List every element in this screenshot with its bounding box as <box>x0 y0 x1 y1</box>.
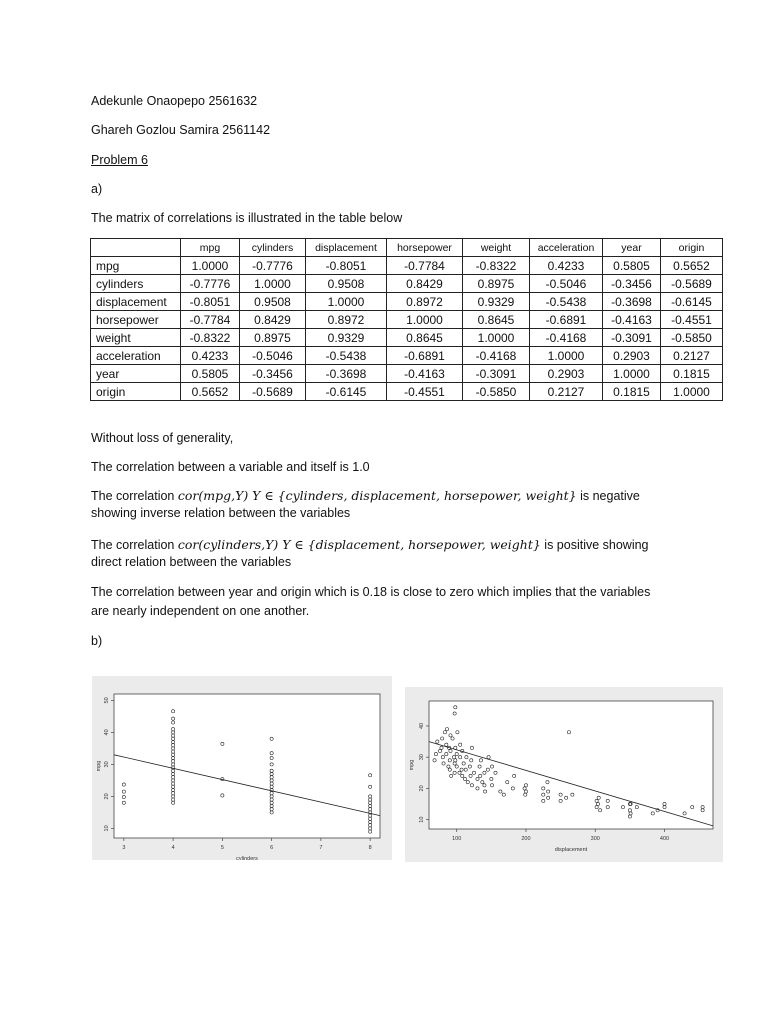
y-tick-label: 40 <box>419 722 425 730</box>
table-cell: 0.8972 <box>387 293 463 311</box>
table-cell: 1.0000 <box>603 365 661 383</box>
plot-displacement <box>405 687 723 862</box>
table-cell: 0.4233 <box>530 257 603 275</box>
plot-cylinders <box>92 676 392 860</box>
column-header-horsepower: horsepower <box>387 239 463 257</box>
part-b-label: b) <box>91 634 103 648</box>
generality-text: Without loss of generality, <box>91 431 234 445</box>
table-row <box>91 311 723 329</box>
table-row <box>91 275 723 293</box>
negative-correlation-math: cor(mpg,Y) Y ∈ {cylinders, displacement, horsepower, weight} <box>177 488 577 503</box>
table-cell: -0.8322 <box>463 257 530 275</box>
x-tick-label: 7 <box>319 845 323 851</box>
table-cell: -0.7776 <box>181 275 240 293</box>
table-cell: 0.1815 <box>661 365 723 383</box>
year-origin-text-2: are nearly independent on one another. <box>91 604 310 618</box>
scatter-mpg-vs-displacement <box>405 687 723 862</box>
table-cell: -0.6145 <box>661 293 723 311</box>
x-axis-label: displacement <box>554 847 588 853</box>
column-header-origin: origin <box>661 239 723 257</box>
table-row <box>91 329 723 347</box>
table-cell: -0.6891 <box>530 311 603 329</box>
row-label-cylinders: cylinders <box>91 275 181 293</box>
table-cell: -0.4163 <box>387 365 463 383</box>
table-cell: 0.8975 <box>240 329 306 347</box>
table-cell: 0.5652 <box>661 257 723 275</box>
y-tick-label: 50 <box>104 697 110 704</box>
table-row <box>91 257 723 275</box>
y-tick-label: 10 <box>104 825 110 832</box>
x-tick-label: 5 <box>220 845 224 851</box>
table-corner-cell <box>91 239 181 257</box>
y-tick-label: 40 <box>104 729 110 736</box>
table-cell: -0.3456 <box>240 365 306 383</box>
x-tick-label: 300 <box>590 836 600 842</box>
positive-correlation-line-2: direct relation between the variables <box>91 555 292 569</box>
table-cell: -0.8051 <box>306 257 387 275</box>
table-cell: -0.7784 <box>181 311 240 329</box>
author-line-1: Adekunle Onaopepo 2561632 <box>91 94 258 108</box>
table-cell: -0.7776 <box>240 257 306 275</box>
table-cell: 0.1815 <box>603 383 661 401</box>
row-label-mpg: mpg <box>91 257 181 275</box>
table-cell: 0.4233 <box>181 347 240 365</box>
table-cell: -0.5689 <box>240 383 306 401</box>
table-cell: 0.8645 <box>387 329 463 347</box>
table-cell: 0.9508 <box>240 293 306 311</box>
positive-correlation-math: cor(cylinders,Y) Y ∈ {displacement, horsepower, weight} <box>177 537 541 552</box>
table-row <box>91 293 723 311</box>
table-cell: -0.3698 <box>603 293 661 311</box>
table-cell: -0.4551 <box>661 311 723 329</box>
x-tick-label: 3 <box>122 845 126 851</box>
table-cell: 0.8972 <box>306 311 387 329</box>
y-tick-label: 30 <box>104 761 110 768</box>
table-header-row <box>91 239 723 257</box>
table-cell: -0.5689 <box>661 275 723 293</box>
table-cell: 1.0000 <box>463 329 530 347</box>
table-cell: 0.2903 <box>530 365 603 383</box>
table-cell: 0.2127 <box>661 347 723 365</box>
plot-frame <box>429 701 713 829</box>
y-tick-label: 30 <box>419 754 425 761</box>
self-correlation-text: The correlation between a variable and itself is 1.0 <box>91 460 370 474</box>
plot-frame <box>114 694 380 838</box>
table-cell: 1.0000 <box>306 293 387 311</box>
table-body <box>91 257 723 401</box>
table-cell: 0.9329 <box>306 329 387 347</box>
table-cell: 0.8645 <box>463 311 530 329</box>
table-cell: 0.8429 <box>240 311 306 329</box>
x-tick-label: 200 <box>521 836 531 842</box>
table-cell: 0.5652 <box>181 383 240 401</box>
table-cell: 0.5805 <box>603 257 661 275</box>
column-header-displacement: displacement <box>306 239 387 257</box>
positive-correlation-line: The correlation cor(cylinders,Y) Y ∈ {displacement, horsepower, weight} is positive showing <box>91 537 649 552</box>
table-row <box>91 365 723 383</box>
table-cell: -0.5850 <box>661 329 723 347</box>
column-header-weight: weight <box>463 239 530 257</box>
table-intro: The matrix of correlations is illustrated in the table below <box>91 211 403 225</box>
y-axis-label: mpg <box>409 759 415 771</box>
x-axis-label: cylinders <box>236 856 258 860</box>
scatter-mpg-vs-cylinders <box>92 676 392 860</box>
table-cell: -0.8051 <box>181 293 240 311</box>
row-label-displacement: displacement <box>91 293 181 311</box>
correlation-table <box>90 238 723 401</box>
y-tick-label: 20 <box>419 785 425 792</box>
x-tick-label: 100 <box>452 836 462 842</box>
table-cell: 1.0000 <box>661 383 723 401</box>
table-cell: 0.2903 <box>603 347 661 365</box>
table-cell: 1.0000 <box>387 311 463 329</box>
table-row <box>91 347 723 365</box>
table-cell: 0.9508 <box>306 275 387 293</box>
y-tick-label: 10 <box>419 816 425 823</box>
table-cell: -0.8322 <box>181 329 240 347</box>
table-cell: -0.6145 <box>306 383 387 401</box>
negative-correlation-line-2: showing inverse relation between the variables <box>91 506 351 520</box>
table-cell: 0.5805 <box>181 365 240 383</box>
year-origin-text-1: The correlation between year and origin which is 0.18 is close to zero which implies that the variables <box>91 585 651 599</box>
row-label-acceleration: acceleration <box>91 347 181 365</box>
negative-correlation-line: The correlation cor(mpg,Y) Y ∈ {cylinders, displacement, horsepower, weight} is negative <box>91 488 640 503</box>
table-cell: -0.4168 <box>530 329 603 347</box>
table-cell: 1.0000 <box>530 347 603 365</box>
table-cell: -0.4551 <box>387 383 463 401</box>
table-cell: -0.3456 <box>603 275 661 293</box>
table-cell: -0.6891 <box>387 347 463 365</box>
table-cell: 0.2127 <box>530 383 603 401</box>
table-cell: -0.5046 <box>530 275 603 293</box>
row-label-weight: weight <box>91 329 181 347</box>
part-a-label: a) <box>91 182 103 196</box>
y-tick-label: 20 <box>104 793 110 800</box>
table-cell: -0.5850 <box>463 383 530 401</box>
table-cell: -0.3698 <box>306 365 387 383</box>
author-line-2: Ghareh Gozlou Samira 2561142 <box>91 123 271 137</box>
table-cell: -0.5438 <box>530 293 603 311</box>
y-axis-label: mpg <box>96 760 102 772</box>
table-cell: 1.0000 <box>181 257 240 275</box>
table-cell: 1.0000 <box>240 275 306 293</box>
table-cell: -0.4163 <box>603 311 661 329</box>
table-cell: -0.4168 <box>463 347 530 365</box>
column-header-cylinders: cylinders <box>240 239 306 257</box>
problem-heading: Problem 6 <box>91 153 148 167</box>
row-label-year: year <box>91 365 181 383</box>
table-cell: -0.7784 <box>387 257 463 275</box>
x-tick-label: 6 <box>270 845 274 851</box>
column-header-year: year <box>603 239 661 257</box>
x-tick-label: 400 <box>659 836 670 842</box>
column-header-mpg: mpg <box>181 239 240 257</box>
row-label-horsepower: horsepower <box>91 311 181 329</box>
table-cell: -0.3091 <box>603 329 661 347</box>
table-cell: 0.8975 <box>463 275 530 293</box>
table-cell: 0.9329 <box>463 293 530 311</box>
table-row <box>91 383 723 401</box>
column-header-acceleration: acceleration <box>530 239 603 257</box>
row-label-origin: origin <box>91 383 181 401</box>
x-tick-label: 4 <box>171 845 175 851</box>
table-cell: 0.8429 <box>387 275 463 293</box>
x-tick-label: 8 <box>368 845 372 851</box>
table-cell: -0.5046 <box>240 347 306 365</box>
table-cell: -0.5438 <box>306 347 387 365</box>
table-cell: -0.3091 <box>463 365 530 383</box>
